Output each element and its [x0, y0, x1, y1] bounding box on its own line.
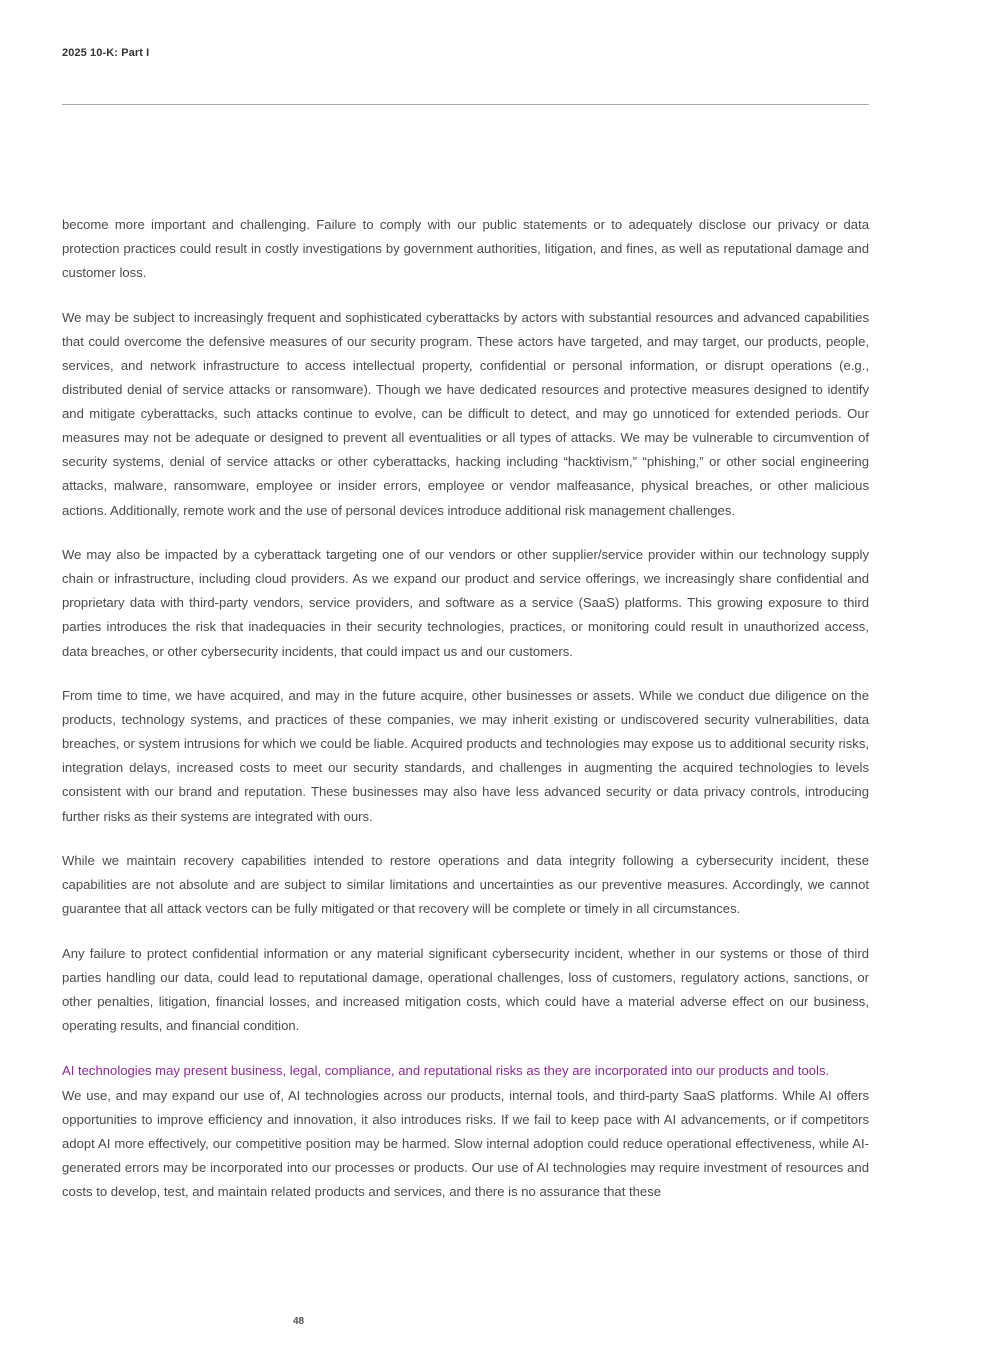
ai-risk-subheading: AI technologies may present business, legal, compliance, and reputational risks as they are incorporated into our products and tools.	[62, 1062, 830, 1078]
paragraph-cyberattacks: We may be subject to increasingly frequent and sophisticated cyberattacks by actors with substantial resources and advanced capabilities that could overcome the defensive measures of our security program. These actors have targeted, and may target, our products, people, services, and network infrastructure to access intellectual property, confidential or personal information, or disrupt operations (e.g., distributed denial of service attacks or ransomware). Though we have dedicated resources and protective measures designed to identify and mitigate cyberattacks, such attacks continue to evolve, can be difficult to detect, and may go unnoticed for extended periods. Our measures may not be adequate or designed to prevent all eventualities or all types of attacks. We may be vulnerable to circumvention of security systems, denial of service attacks or other cyberattacks, hacking including “hacktivism,” “phishing,” or other social engineering attacks, malware, ransomware, employee or insider errors, employee or vendor malfeasance, physical breaches, or other malicious actions. Additionally, remote work and the use of personal devices introduce additional risk management challenges.	[62, 309, 869, 518]
paragraph-acquisitions: From time to time, we have acquired, and may in the future acquire, other businesses or assets. While we conduct due diligence on the products, technology systems, and practices of these companies, we may inherit existing or undiscovered security vulnerabilities, data breaches, or system intrusions for which we could be liable. Acquired products and technologies may expose us to additional security risks, integration delays, increased costs to meet our security standards, and challenges in augmenting the acquired technologies to levels consistent with our brand and reputation. These businesses may also have less advanced security or data privacy controls, introducing further risks as their systems are integrated with ours.	[62, 688, 869, 824]
page-body	[62, 213, 869, 1225]
paragraph-recovery: While we maintain recovery capabilities intended to restore operations and data integrity following a cybersecurity incident, these capabilities are not absolute and are subject to similar limitations and uncertainties as our preventive measures. Accordingly, we cannot guarantee that all attack vectors can be fully mitigated or that recovery will be complete or timely in all circumstances.	[62, 853, 869, 917]
paragraph-incident-impact: Any failure to protect confidential information or any material significant cybersecurity incident, whether in our systems or those of third parties handling our data, could lead to reputational damage, operational challenges, loss of customers, regulatory actions, sanctions, or other penalties, litigation, financial losses, and increased mitigation costs, which could have a material adverse effect on our business, operating results, and financial condition.	[62, 945, 869, 1034]
paragraph-supply-chain: We may also be impacted by a cyberattack targeting one of our vendors or other supplier/service provider within our technology supply chain or infrastructure, including cloud providers. As we expand our product and service offerings, we increasingly share confidential and proprietary data with third-party vendors, service providers, and software as a service (SaaS) platforms. This growing exposure to third parties introduces the risk that inadequacies in their security technologies, practices, or monitoring could result in unauthorized access, data breaches, or other cybersecurity incidents, that could impact us and our customers.	[62, 547, 869, 659]
paragraph-ai-technologies: We use, and may expand our use of, AI technologies across our products, internal tools, and third-party SaaS platforms. While AI offers opportunities to improve efficiency and innovation, it also introduces risks. If we fail to keep pace with AI advancements, or if competitors adopt AI more effectively, our competitive position may be harmed. Slow internal adoption could reduce operational effectiveness, while AI-generated errors may be incorporated into our processes or products. Our use of AI technologies may require investment of resources and costs to develop, test, and maintain related products and services, and there is no assurance that these	[62, 1087, 869, 1200]
paragraph-privacy-continued: become more important and challenging. Failure to comply with our public statements or to adequately disclose our privacy or data protection practices could result in costly investigations by government authorities, litigation, and fines, as well as reputational damage and customer loss.	[62, 217, 869, 281]
header-rule	[62, 104, 869, 105]
page-number: 48	[293, 1316, 305, 1327]
running-head: 2025 10-K: Part I	[62, 47, 150, 59]
